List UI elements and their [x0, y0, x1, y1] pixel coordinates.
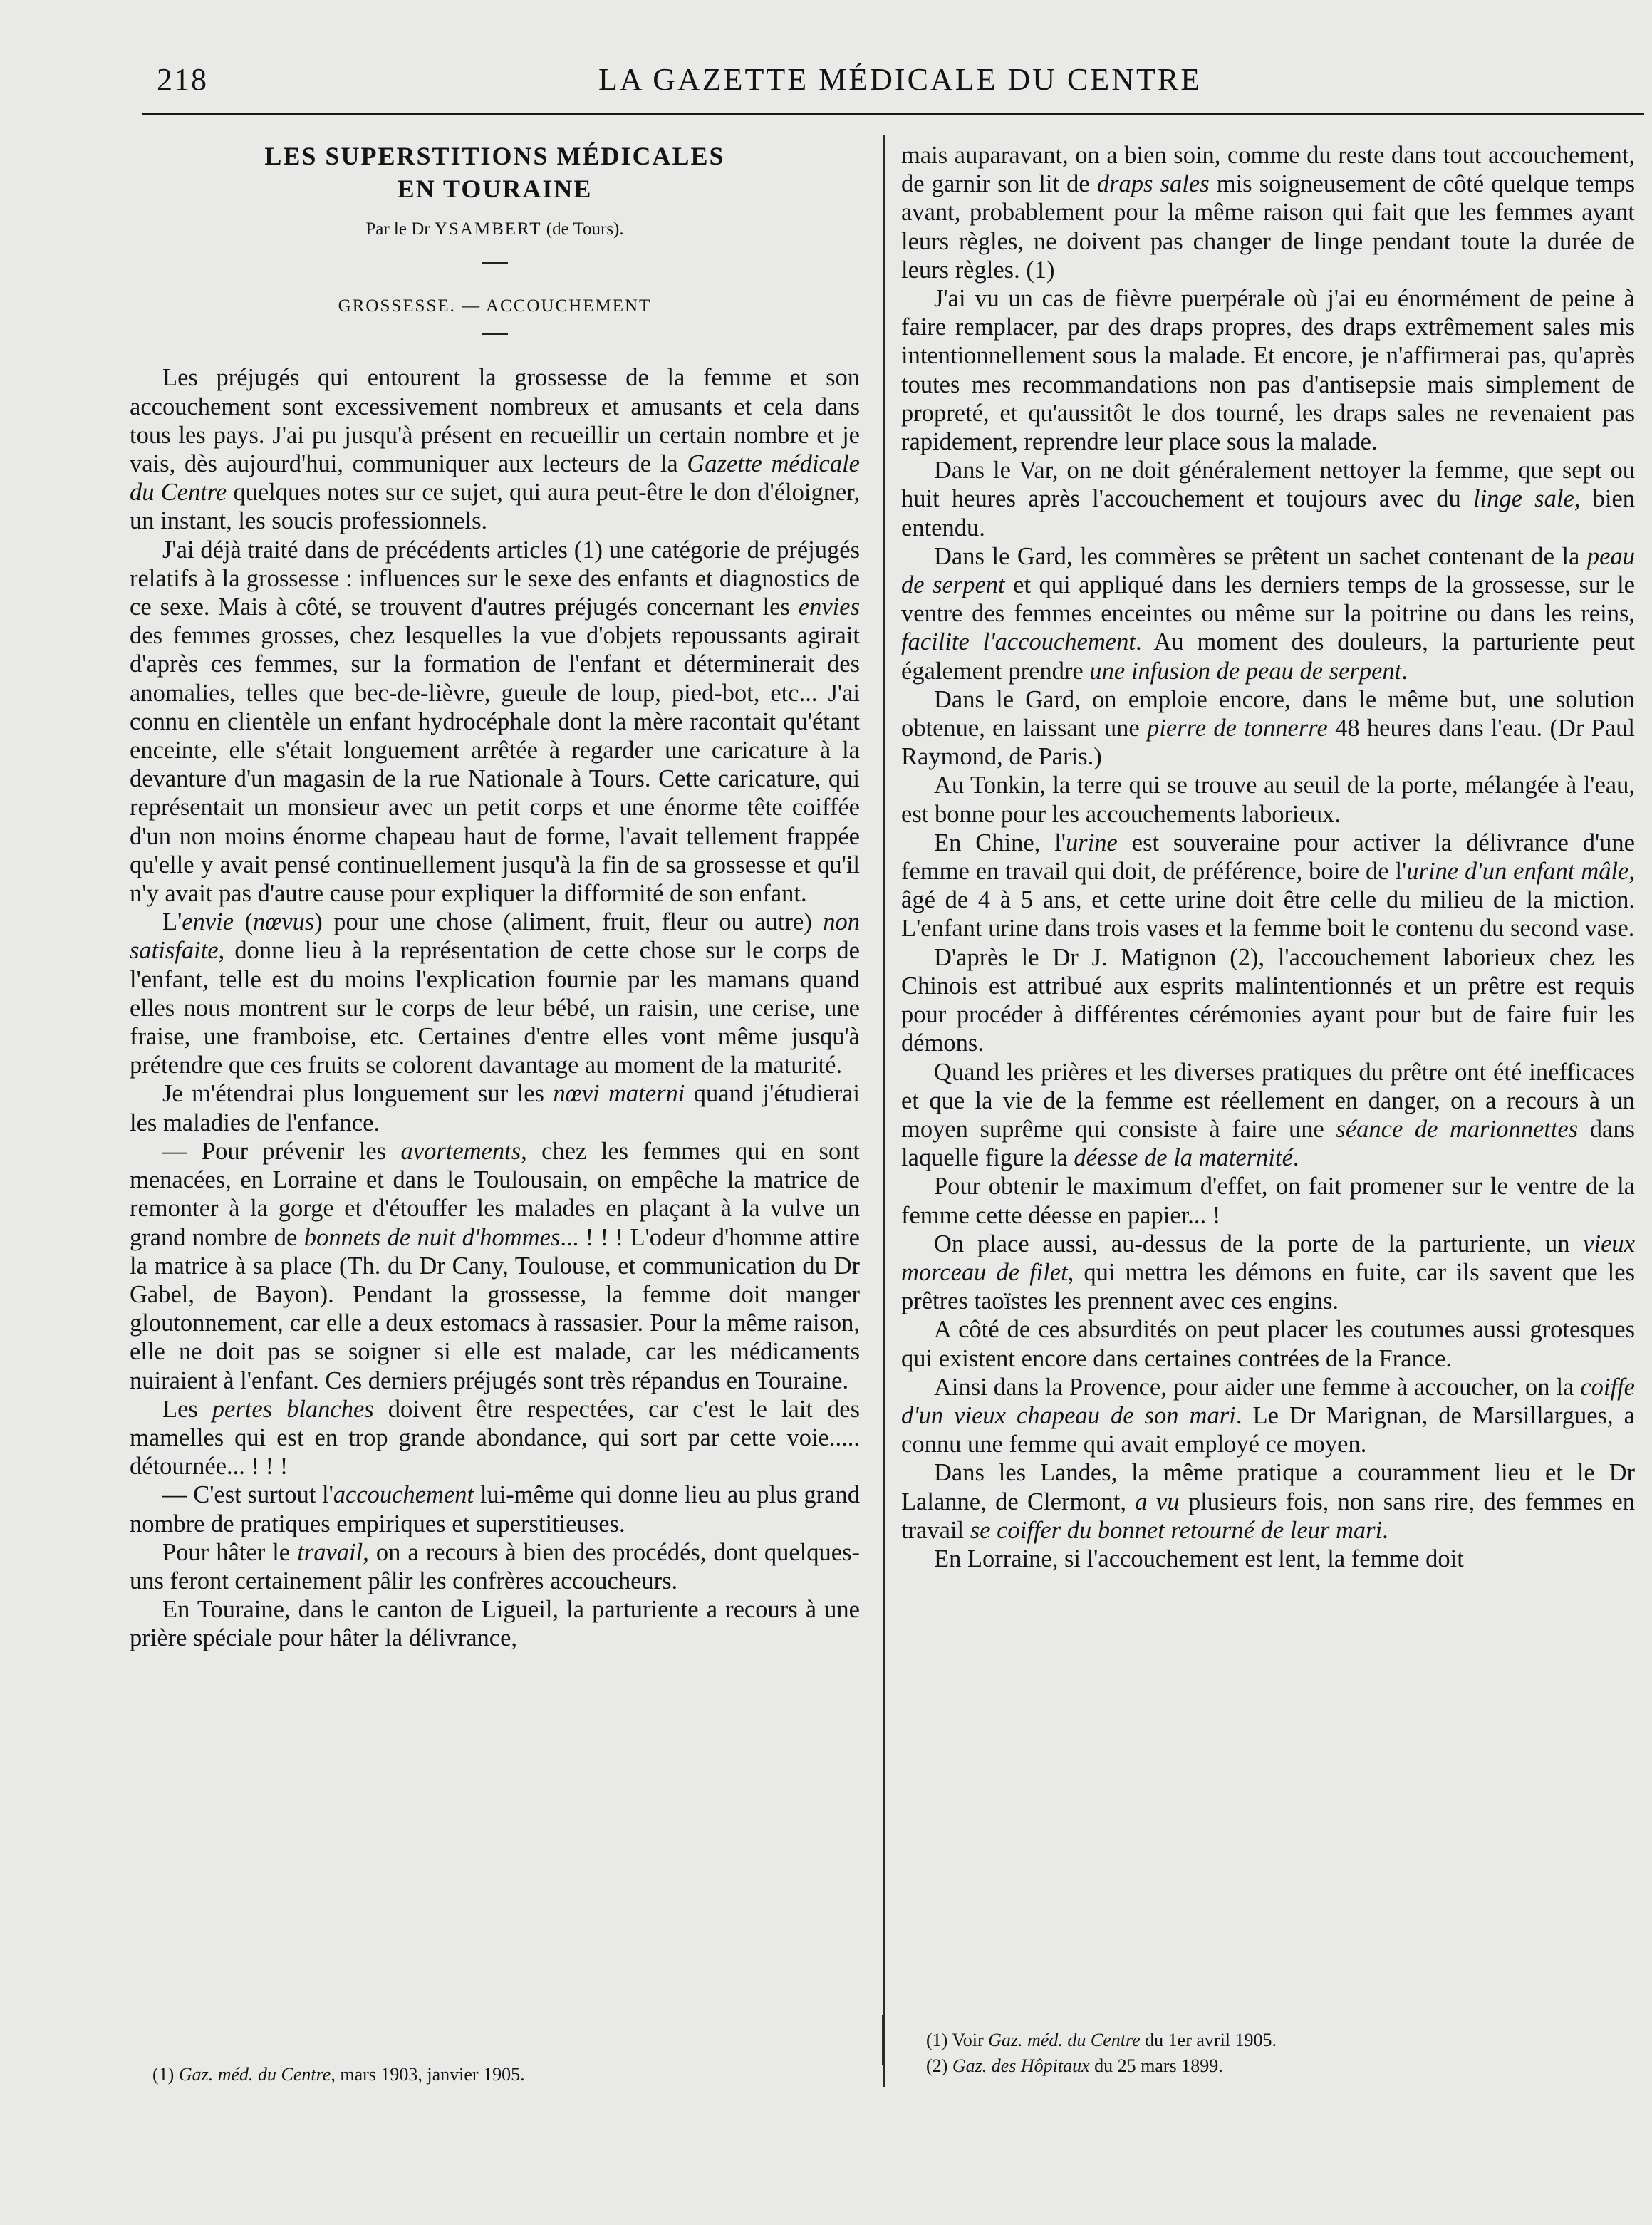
paragraph: On place aussi, au-dessus de la porte de la parturiente, un vieux morceau de filet, qui mettra les démons en fuite, car ils savent que les prêtres taoïstes les prennent avec ces engins.	[901, 1230, 1636, 1315]
byline-suffix: (de Tours).	[546, 219, 624, 239]
paragraph: Les préjugés qui entourent la grossesse de la femme et son accouchement sont excessivement nombreux et amusants et cela dans tous les pays. J'ai pu jusqu'à présent en recueillir un certain nombre et je vais, dès aujourd'hui, communiquer aux lecteurs de la Gazette médicale du Centre quelques notes sur ce sujet, qui aura peut-être le don d'éloigner, un instant, les soucis professionnels.	[130, 364, 861, 535]
paragraph: Dans le Gard, on emploie encore, dans le même but, une solution obtenue, en laissant une pierre de tonnerre 48 heures dans l'eau. (Dr Paul Raymond, de Paris.)	[901, 685, 1635, 771]
article-title-line-1: LES SUPERSTITIONS MÉDICALES	[264, 142, 725, 170]
paragraph: En Lorraine, si l'accouchement est lent, la femme doit	[934, 1545, 1464, 1572]
byline-author: YSAMBERT	[434, 219, 542, 239]
paragraph: En Touraine, dans le canton de Ligueil, la parturiente a recours à une prière spéciale pour hâter la délivrance,	[130, 1596, 860, 1652]
page-number: 218	[157, 62, 208, 97]
paragraph: D'après le Dr J. Matignon (2), l'accouchement laborieux chez les Chinois est attribué aux esprits malintentionnés et un prêtre est requis pour procéder à différentes cérémonies ayant pour but de faire fuir les démons.	[901, 943, 1635, 1057]
paragraph: — Pour prévenir les avortements, chez les femmes qui en sont menacées, en Lorraine et dans le Toulousain, on empêche la matrice de remonter à la gorge et d'étouffer les malades en plaçant à la vulve un grand nombre de bonnets de nuit d'hommes... ! ! ! L'odeur d'homme attire la matrice à sa place (Th. du Dr Cany, Toulouse, et communication du Dr Gabel, de Bayon). Pendant la grossesse, la femme doit manger gloutonnement, car elle a deux estomacs à rassasier. Pour la même raison, elle ne doit pas se soigner si elle est malade, car les médicaments nuiraient à l'enfant. Ces derniers préjugés sont très répandus en Touraine.	[130, 1137, 860, 1394]
footnote-left: (1) Gaz. méd. du Centre, mars 1903, janvier 1905.	[152, 2064, 525, 2085]
paragraph: Dans le Var, on ne doit généralement nettoyer la femme, que sept ou huit heures après l'accouchement et toujours avec du linge sale, bien entendu.	[901, 457, 1636, 541]
paragraph: L'envie (nœvus) pour une chose (aliment, fruit, fleur ou autre) non satisfaite, donne lieu à la représentation de cette chose sur le corps de l'enfant, telle est du moins l'explication fournie par les mamans quand elles nous montrent sur le corps de leur bébé, un raisin, une cerise, une fraise, une framboise, etc. Certaines d'entre elles vont même jusqu'à prétendre que ces fruits se colorent davantage au moment de la maturité.	[130, 908, 860, 1079]
left-column	[130, 140, 860, 1653]
byline	[130, 215, 860, 244]
paragraph: Quand les prières et les diverses pratiques du prêtre ont été inefficaces et que la vie de la femme est réellement en danger, on a recours à un moyen suprême qui consiste à faire une séance de marionnettes dans laquelle figure la déesse de la maternité.	[901, 1058, 1635, 1172]
paragraph: — C'est surtout l'accouchement lui-même qui donne lieu au plus grand nombre de pratiques empiriques et superstitieuses.	[130, 1481, 860, 1537]
title-dash	[482, 262, 508, 264]
paragraph: Dans les Landes, la même pratique a couramment lieu et le Dr Lalanne, de Clermont, a vu plusieurs fois, non sans rire, des femmes en travail se coiffer du bonnet retourné de leur mari.	[901, 1459, 1635, 1544]
paragraph: J'ai déjà traité dans de précédents articles (1) une catégorie de préjugés relatifs à la grossesse : influences sur le sexe des enfants et diagnostics de ce sexe. Mais à côté, se trouvent d'autres préjugés concernant les envies des femmes grosses, chez lesquelles la vue d'objets repoussants agirait d'après ces femmes, sur la formation de l'enfant et déterminerait des anomalies, telles que bec-de-lièvre, gueule de loup, pied-bot, etc... J'ai connu en clientèle un enfant hydrocéphale dont la mère racontait qu'étant enceinte, elle s'était longuement arrêtée à regarder une caricature à la devanture d'un magasin de la rue Nationale à Tours. Cette caricature, qui représentait un monsieur avec un petit corps et une énorme tête coiffée d'un non moins énorme chapeau haut de forme, l'avait tellement frappée qu'elle y avait pensé continuellement jusqu'à la fin de sa grossesse et qu'il n'y avait pas d'autre cause pour expliquer la difformité de son enfant.	[130, 536, 860, 908]
page-header	[142, 58, 1652, 101]
column-divider	[883, 135, 885, 2087]
paragraph: A côté de ces absurdités on peut placer les coutumes aussi grotesques qui existent encore dans certaines contrées de la France.	[901, 1316, 1635, 1372]
byline-prefix: Par le Dr	[365, 219, 430, 239]
paragraph: Ainsi dans la Provence, pour aider une femme à accoucher, on la coiffe d'un vieux chapeau de son mari. Le Dr Marignan, de Marsillargues, a connu une femme qui avait employé ce moyen.	[901, 1373, 1635, 1458]
section-dash	[482, 333, 508, 335]
paragraph: Je m'étendrai plus longuement sur les nœvi materni quand j'étudierai les maladies de l'enfance.	[130, 1080, 860, 1136]
paragraph: Les pertes blanches doivent être respectées, car c'est le lait des mamelles qui est en trop grande abondance, qui sort par cette voie..... détournée... ! ! !	[130, 1395, 860, 1480]
paragraph: Pour hâter le travail, on a recours à bien des procédés, dont quelques-uns feront certainement pâlir les confrères accoucheurs.	[130, 1538, 860, 1594]
footnote-2: (2) Gaz. des Hôpitaux du 25 mars 1899.	[926, 2055, 1223, 2076]
section-heading: GROSSESSE. — ACCOUCHEMENT	[338, 296, 652, 316]
paragraph: Au Tonkin, la terre qui se trouve au seuil de la porte, mélangée à l'eau, est bonne pour les accouchements laborieux.	[901, 772, 1635, 828]
footnote-divider	[882, 2015, 884, 2065]
paragraph: Pour obtenir le maximum d'effet, on fait promener sur le ventre de la femme cette déesse en papier... !	[901, 1173, 1635, 1229]
paragraph: En Chine, l'urine est souveraine pour activer la délivrance d'une femme en travail qui doit, de préférence, boire de l'urine d'un enfant mâle, âgé de 4 à 5 ans, et cette urine doit être celle du milieu de la miction. L'enfant urine dans trois vases et la femme boit le contenu du second vase.	[901, 829, 1635, 943]
header-rule	[142, 113, 1644, 115]
paragraph: J'ai vu un cas de fièvre puerpérale où j'ai eu énormément de peine à faire remplacer, par des draps propres, des draps extrêmement sales mis intentionnellement sous la malade. Et encore, je n'affirmerai pas, qu'après toutes mes recommandations non pas d'antisepsie mais simplement de propreté, et qu'aussitôt le dos tourné, les draps sales ne revenaient pas rapidement, reprendre leur place sous la malade.	[901, 285, 1635, 456]
article-title-line-2: EN TOURAINE	[397, 175, 593, 203]
paragraph: Dans le Gard, les commères se prêtent un sachet contenant de la peau de serpent et qui appliqué dans les derniers temps de la grossesse, sur le ventre des femmes enceintes ou même sur la poitrine ou dans les reins, facilite l'accouchement. Au moment des douleurs, la parturiente peut également prendre une infusion de peau de serpent.	[901, 542, 1635, 685]
footnote-1: (1) Voir Gaz. méd. du Centre du 1er avril 1905.	[926, 2030, 1277, 2050]
right-column	[901, 141, 1635, 1573]
footnotes-right	[926, 2028, 1631, 2079]
paragraph: mais auparavant, on a bien soin, comme du reste dans tout accouchement, de garnir son lit de draps sales mis soigneusement de côté quelque temps avant, probablement pour la même raison qui fait que les femmes ayant leurs règles, ne doivent pas changer de linge pendant toute la durée de leurs règles. (1)	[901, 142, 1635, 284]
running-title: LA GAZETTE MÉDICALE DU CENTRE	[598, 62, 1202, 97]
article-title	[130, 140, 860, 205]
